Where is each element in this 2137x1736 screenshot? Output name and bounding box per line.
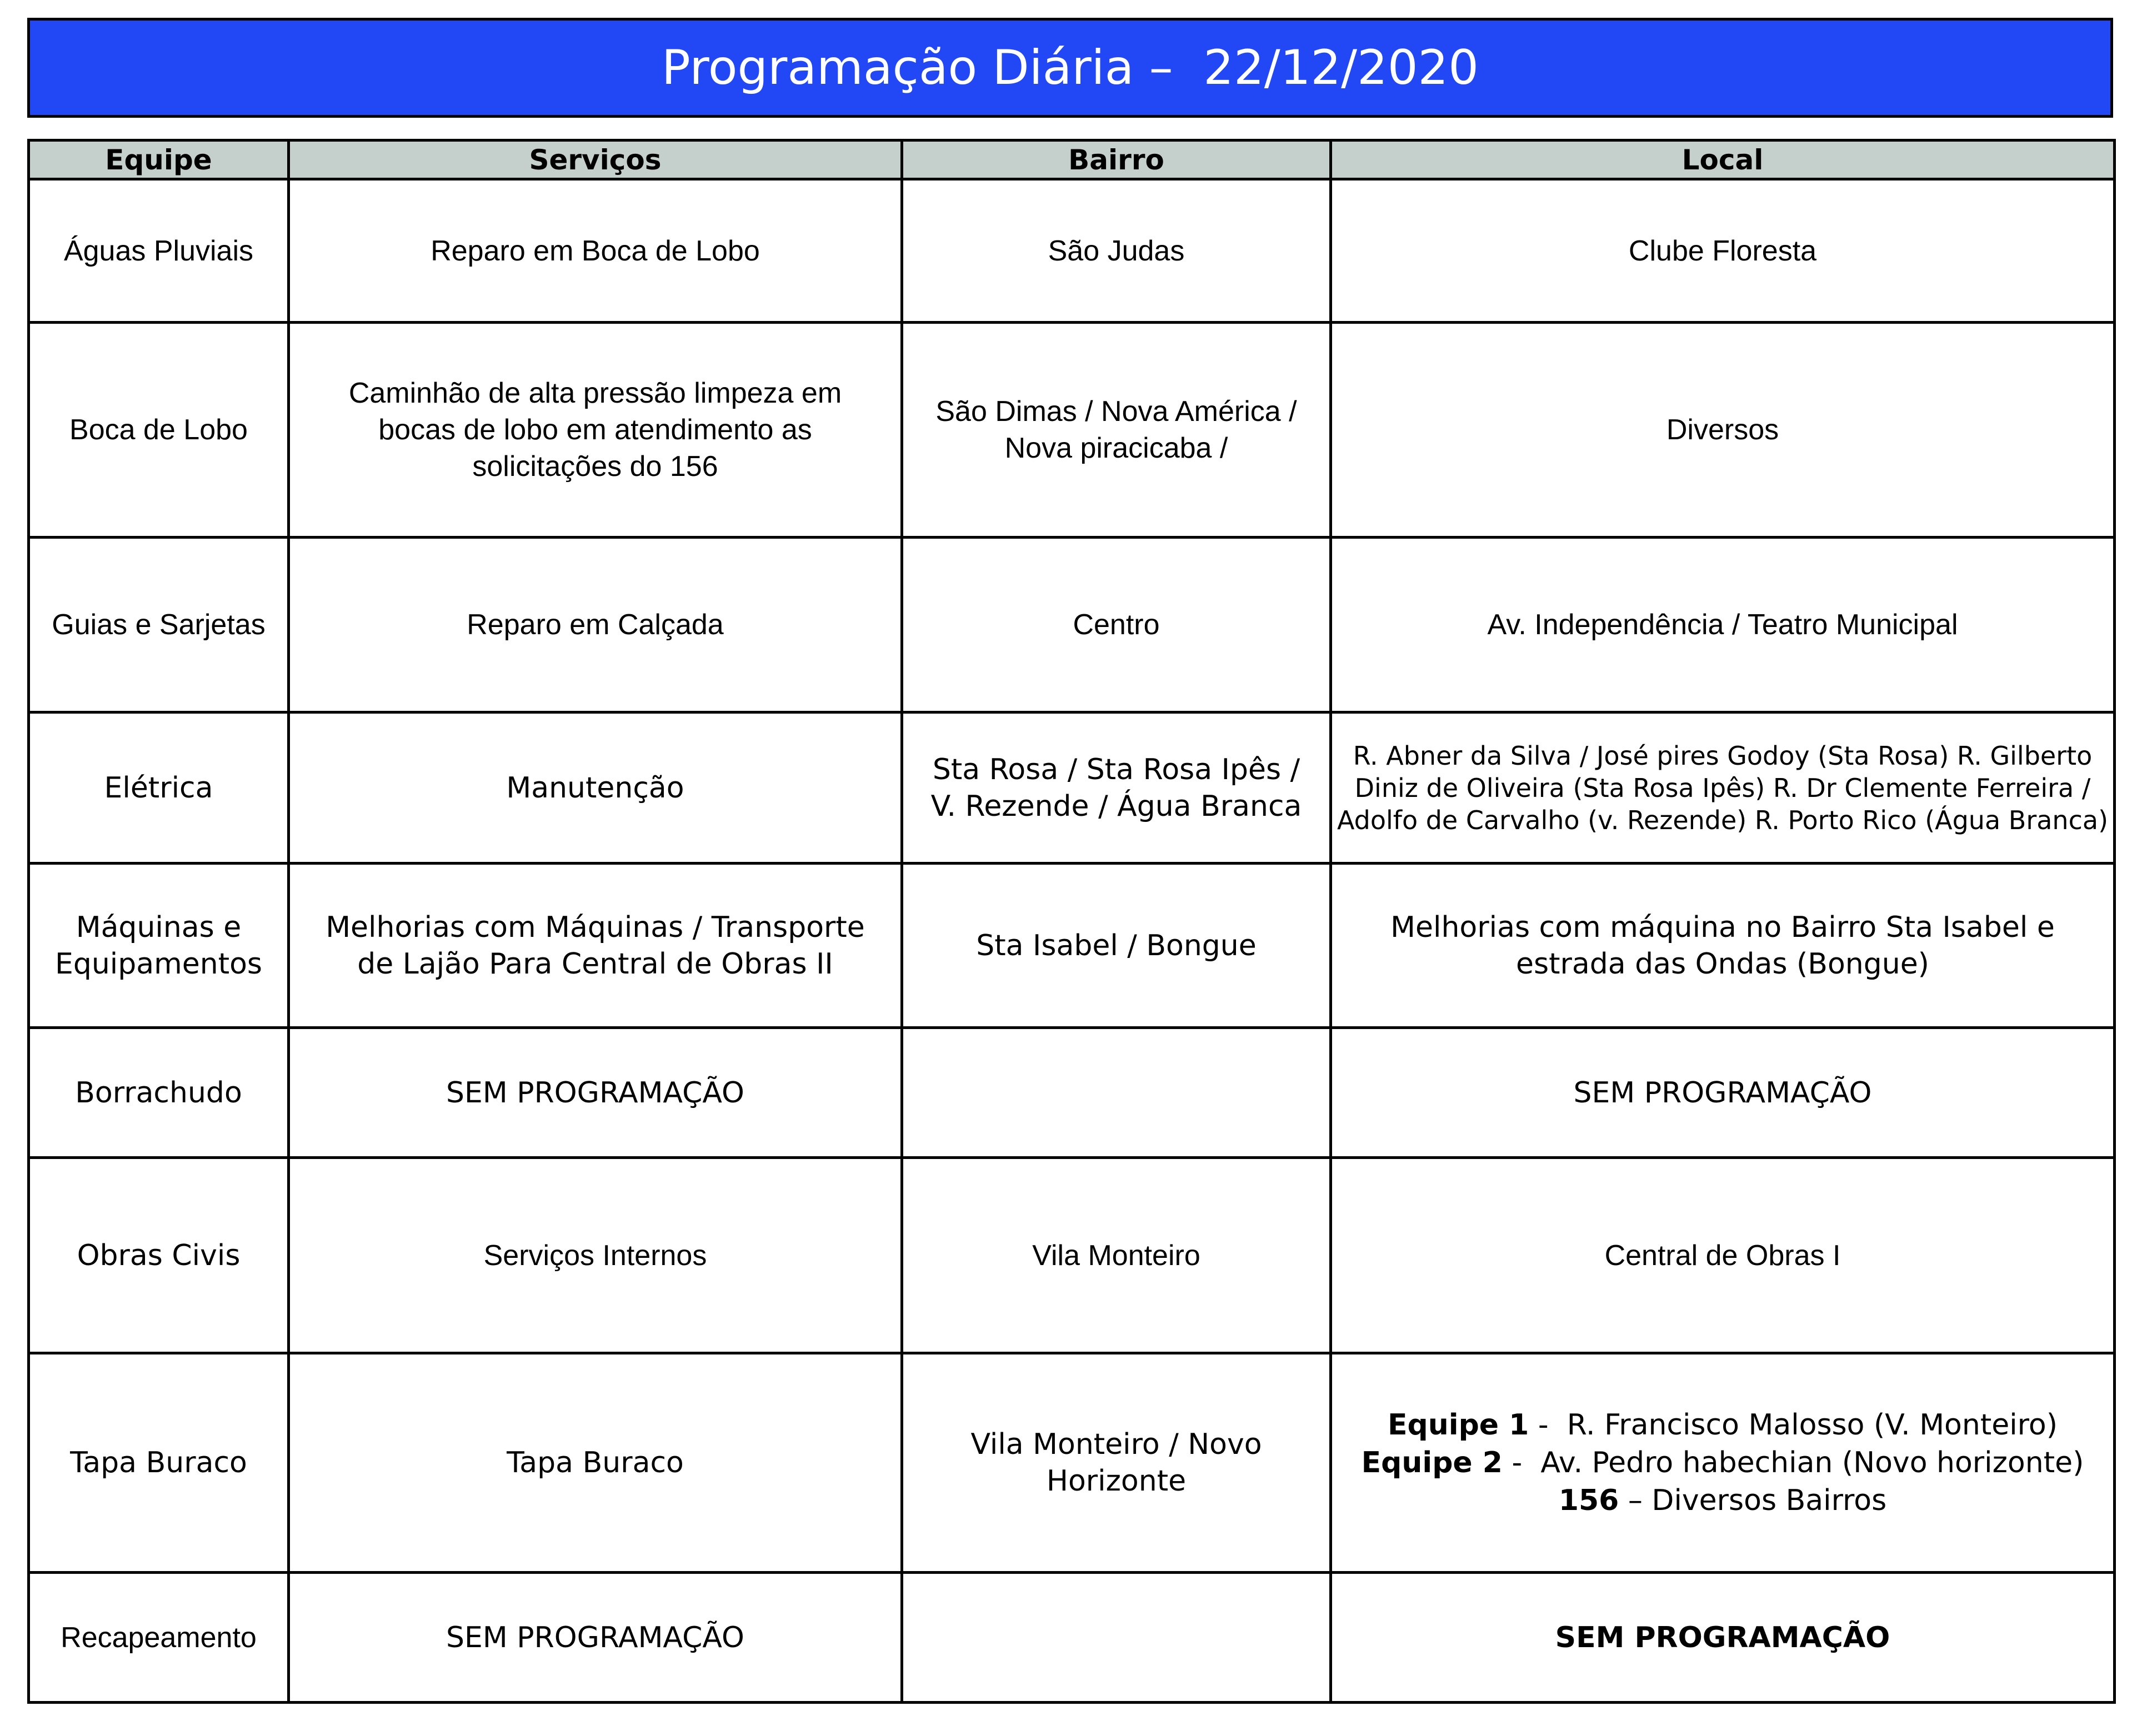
- header-servicos: Serviços: [289, 141, 902, 179]
- cell-equipe: Tapa Buraco: [29, 1353, 289, 1573]
- cell-bairro: Sta Rosa / Sta Rosa Ipês / V. Rezende / Água Branca: [902, 713, 1331, 864]
- cell-local: Melhorias com máquina no Bairro Sta Isabel e estrada das Ondas (Bongue): [1331, 864, 2115, 1028]
- cell-bairro: Centro: [902, 538, 1331, 713]
- cell-servicos: Serviços Internos: [289, 1158, 902, 1353]
- cell-servicos: Manutenção: [289, 713, 902, 864]
- cell-local: R. Abner da Silva / José pires Godoy (Sta Rosa) R. Gilberto Diniz de Oliveira (Sta Rosa Ipês) R. Dr Clemente Ferreira / Adolfo de Carvalho (v. Rezende) R. Porto Rico (Água Branca): [1331, 713, 2115, 864]
- cell-local: Clube Floresta: [1331, 179, 2115, 323]
- cell-bairro: São Judas: [902, 179, 1331, 323]
- cell-equipe: Águas Pluviais: [29, 179, 289, 323]
- table-row: [29, 538, 2115, 713]
- cell-bairro: Vila Monteiro / Novo Horizonte: [902, 1353, 1331, 1573]
- cell-servicos: SEM PROGRAMAÇÃO: [289, 1573, 902, 1703]
- cell-local: SEM PROGRAMAÇÃO: [1331, 1028, 2115, 1158]
- table-row: [29, 1573, 2115, 1703]
- local-label: 156: [1558, 1484, 1619, 1517]
- table-row: [29, 1158, 2115, 1353]
- cell-local: Central de Obras I: [1331, 1158, 2115, 1353]
- header-equipe: Equipe: [29, 141, 289, 179]
- cell-bairro: [902, 1028, 1331, 1158]
- cell-bairro: São Dimas / Nova América / Nova piracicaba /: [902, 323, 1331, 538]
- header-bairro: Bairro: [902, 141, 1331, 179]
- title-bar: [27, 18, 2113, 118]
- cell-servicos: SEM PROGRAMAÇÃO: [289, 1028, 902, 1158]
- cell-equipe: Borrachudo: [29, 1028, 289, 1158]
- cell-equipe: Boca de Lobo: [29, 323, 289, 538]
- table-row: [29, 179, 2115, 323]
- cell-equipe: Obras Civis: [29, 1158, 289, 1353]
- table-row: [29, 323, 2115, 538]
- local-label: Equipe 2: [1361, 1446, 1503, 1479]
- local-line: [1337, 1482, 2109, 1519]
- table-row: [29, 864, 2115, 1028]
- cell-local: SEM PROGRAMAÇÃO: [1331, 1573, 2115, 1703]
- cell-servicos: Melhorias com Máquinas / Transporte de Lajão Para Central de Obras II: [289, 864, 902, 1028]
- header-row: [29, 141, 2115, 179]
- table-row: [29, 713, 2115, 864]
- cell-local: Av. Independência / Teatro Municipal: [1331, 538, 2115, 713]
- local-label: Equipe 1: [1388, 1408, 1529, 1442]
- schedule-table: [27, 139, 2116, 1704]
- local-sep: -: [1529, 1408, 1567, 1442]
- cell-equipe: Máquinas e Equipamentos: [29, 864, 289, 1028]
- local-line: [1337, 1444, 2109, 1482]
- cell-servicos: Tapa Buraco: [289, 1353, 902, 1573]
- cell-local: Diversos: [1331, 323, 2115, 538]
- table-row: [29, 1353, 2115, 1573]
- cell-equipe: Elétrica: [29, 713, 289, 864]
- page-title: Programação Diária – 22/12/2020: [662, 40, 1479, 96]
- cell-servicos: Reparo em Calçada: [289, 538, 902, 713]
- cell-servicos: Reparo em Boca de Lobo: [289, 179, 902, 323]
- cell-equipe: Recapeamento: [29, 1573, 289, 1703]
- local-text: Av. Pedro habechian (Novo horizonte): [1540, 1446, 2084, 1479]
- cell-bairro: Sta Isabel / Bongue: [902, 864, 1331, 1028]
- cell-equipe: Guias e Sarjetas: [29, 538, 289, 713]
- local-text: R. Francisco Malosso (V. Monteiro): [1567, 1408, 2058, 1442]
- local-line: [1337, 1406, 2109, 1444]
- cell-bairro: [902, 1573, 1331, 1703]
- local-sep: -: [1502, 1446, 1541, 1479]
- table-row: [29, 1028, 2115, 1158]
- cell-servicos: Caminhão de alta pressão limpeza em bocas de lobo em atendimento as solicitações do 156: [289, 323, 902, 538]
- cell-bairro: Vila Monteiro: [902, 1158, 1331, 1353]
- local-sep: –: [1619, 1484, 1652, 1517]
- local-text: Diversos Bairros: [1651, 1484, 1887, 1517]
- cell-local: [1331, 1353, 2115, 1573]
- header-local: Local: [1331, 141, 2115, 179]
